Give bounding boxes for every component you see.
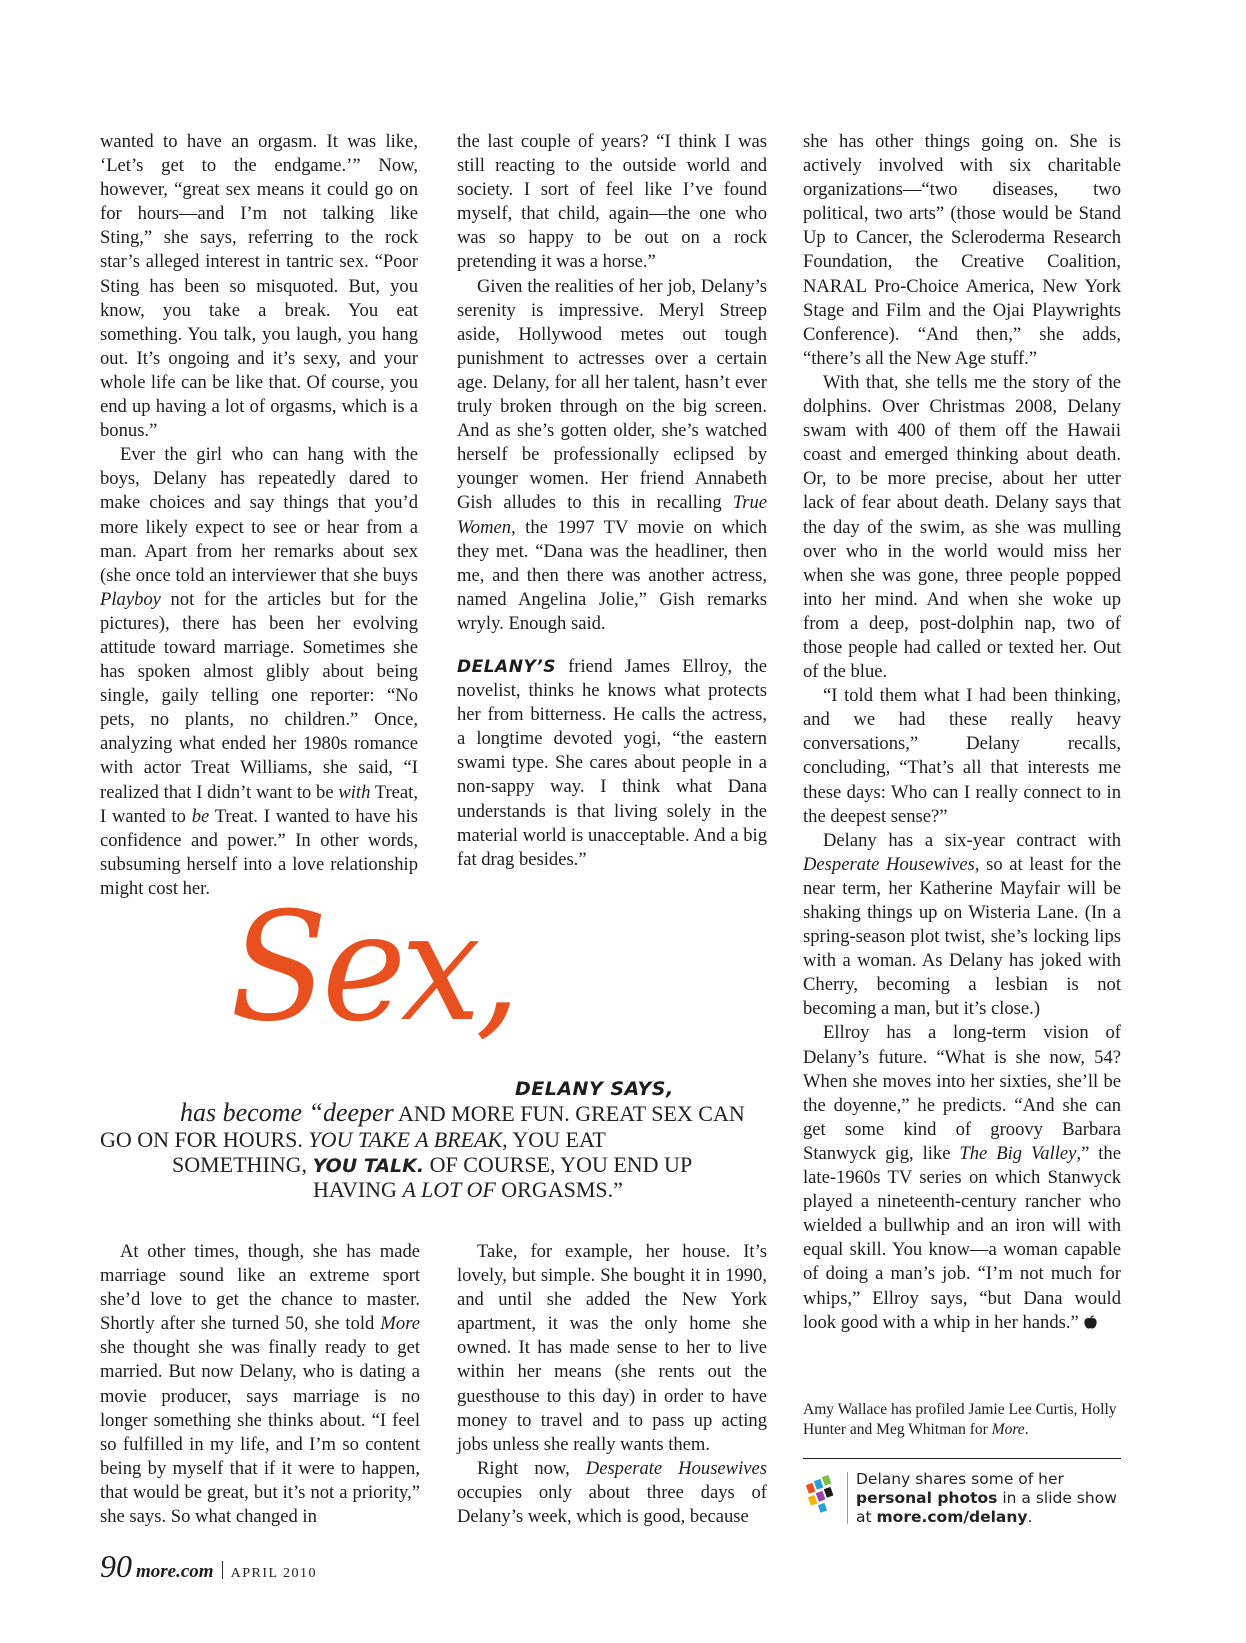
paragraph: Ellroy has a long-term vision of Delany’s future. “What is she now, 54? When she moves into her sixties, she’ll be the doyenne,” he predicts. “And she can get some kind of groovy Barbara Stanwyck gig, like The Big Valley,” the late-1960s TV series on which Stanwyck played a nineteenth-century rancher who wielded a bullwhip and an iron will with equal skill. You know—a woman capable of doing a man’s job. “I’m not much for whips,” Ellroy says, “but Dana would look good with a whip in her hands.” — [803, 1022, 1121, 1333]
paragraph: she has other things going on. She is actively involved with six charitable organizations—“two diseases, two political, two arts” (those would be Stand Up to Cancer, the Scleroderma Research Foundation, the Creative Coalition, NARAL Pro-Choice America, New York Stage and Film and the Ojai Playwrights Conference). “And then,” she adds, “there’s all the New Age stuff.” — [803, 131, 1121, 369]
section-lead: DELANY’S — [457, 656, 556, 677]
footer-site: more.com — [136, 1561, 214, 1582]
column-2-bottom — [457, 1240, 767, 1529]
page-footer — [100, 1548, 317, 1585]
paragraph: Given the realities of her job, Delany’s serenity is impressive. Meryl Streep aside, Hollywood metes out tough punishment to actresses over a certain age. Delany, for all her talent, hasn’t ever truly broken through on the big screen. And as she’s gotten older, she’s watched herself be professionally eclipsed by younger women. Her friend Annabeth Gish alludes to this in recalling True Women, the 1997 TV movie on which they met. “Dana was the headliner, then me, and then there was another actress, named Angelina Jolie,” Gish remarks wryly. Enough said. — [457, 275, 767, 634]
paragraph: Right now, Desperate Housewives occupies only about three days of Delany’s week, which is good, because — [457, 1457, 767, 1528]
pull-quote-line: GO ON FOR HOURS. YOU TAKE A BREAK, YOU EAT — [100, 1127, 606, 1152]
pull-quote-attribution: DELANY SAYS, — [515, 1078, 674, 1100]
column-3 — [803, 130, 1121, 1335]
slideshow-promo[interactable]: Delany shares some of her personal photos in a slide show at more.com/delany. — [856, 1470, 1117, 1526]
paragraph: wanted to have an orgasm. It was like, ‘Let’s get to the endgame.’” Now, however, “great sex means it could go on for hours—and I’m not talking like Sting,” she says, referring to the rock star’s alleged interest in tantric sex. “Poor Sting has been so misquoted. But, you know, you take a break. You eat something. You talk, you laugh, you hang out. It’s ongoing and it’s sexy, and your whole life can be like that. Of course, you end up having a lot of orgasms, which is a bonus.” — [100, 131, 418, 442]
paragraph: With that, she tells me the story of the dolphins. Over Christmas 2008, Delany swam with 400 of them off the Hawaii coast and emerged thinking about death. Or, to be more precise, about her utter lack of fear about death. Delany says that the day of the swim, as she was mulling over who in the world would miss her when she was gone, three people popped into her mind. And when she woke up from a deep, post-dolphin nap, two of those people had called or texted her. Out of the blue. — [803, 371, 1121, 683]
pull-quote-line: has become “deeper AND MORE FUN. GREAT SEX CAN — [180, 1098, 745, 1127]
paragraph: Delany has a six-year contract with Desperate Housewives, so at least for the near term, her Katherine Mayfair will be shaking things up on Wisteria Lane. (In a spring-season plot twist, she’s locking lips with a woman. As Delany has joked with Cherry, becoming a lesbian is not becoming a man, but it’s close.) — [803, 829, 1122, 1020]
column-1-bottom — [100, 1240, 420, 1529]
author-bio: Amy Wallace has profiled Jamie Lee Curtis, Holly Hunter and Meg Whitman for More. — [803, 1401, 1117, 1438]
column-1-top — [100, 130, 418, 901]
divider — [803, 1458, 1121, 1459]
promo-divider — [847, 1472, 848, 1524]
paragraph: Ever the girl who can hang with the boys, Delany has repeatedly dared to make choices and say things that you’d more likely expect to see or hear from a man. Apart from her remarks about sex (she once told an interviewer that she buys Playboy not for the articles but for the pictures), there has been her evolving attitude toward marriage. Sometimes she has spoken almost glibly about being single, gaily telling one reporter: “No pets, no plants, no children.” Once, analyzing what ended her 1980s romance with actor Treat Williams, she said, “I realized that I didn’t want to be with Treat, I wanted to be Treat. I wanted to have his confidence and power.” In other words, subsuming herself into a love relationship might cost her. — [100, 444, 418, 899]
pull-quote — [0, 881, 790, 1235]
paragraph: At other times, though, she has made marriage sound like an extreme sport she’d love to get the chance to master. Shortly after she turned 50, she told More she thought she was finally ready to get married. But now Delany, who is dating a movie producer, says marriage is no longer something she thinks about. “I feel so fulfilled in my life, and I’m so content being by myself that if it were to happen, that would be great, but it’s not a priority,” she says. So what changed in — [100, 1241, 420, 1528]
paragraph: Take, for example, her house. It’s lovely, but simple. She bought it in 1990, and until she added the New York apartment, it was the only home she owned. It has made sense to her to live within her means (she rents out the guesthouse to this day) in order to have money to travel and to pass up acting jobs unless she really wants them. — [457, 1241, 767, 1455]
apple-end-mark-icon — [1083, 1315, 1098, 1330]
column-2-top — [457, 130, 767, 872]
pull-quote-line: HAVING A LOT OF ORGASMS.” — [313, 1177, 623, 1202]
pull-quote-line: SOMETHING, YOU TALK. OF COURSE, YOU END UP — [172, 1152, 693, 1177]
page-number: 90 — [100, 1548, 132, 1584]
footer-separator — [222, 1561, 223, 1579]
pull-quote-big-word: Sex, — [230, 881, 515, 1055]
paragraph: “I told them what I had been thinking, and we had these really heavy conversations,” Delany recalls, concluding, “That’s all that interests me these days: Who can I really connect to in the deepest sense?” — [803, 685, 1121, 827]
footer-date: APRIL 2010 — [230, 1566, 318, 1581]
paragraph: the last couple of years? “I think I was still reacting to the outside world and society. I sort of feel like I’ve found myself, that child, again—the one who was so happy to be out on a rock pretending it was a horse.” — [457, 131, 767, 273]
paragraph: DELANY’S friend James Ellroy, the novelist, thinks he knows what protects her from bitterness. He calls the actress, a longtime devoted yogi, “the eastern swami type. She cares about people in a non-sappy way. I think what Dana understands is that living solely in the material world is unacceptable. And a big fat drag besides.” — [457, 655, 767, 870]
slideshow-icon — [805, 1474, 839, 1514]
